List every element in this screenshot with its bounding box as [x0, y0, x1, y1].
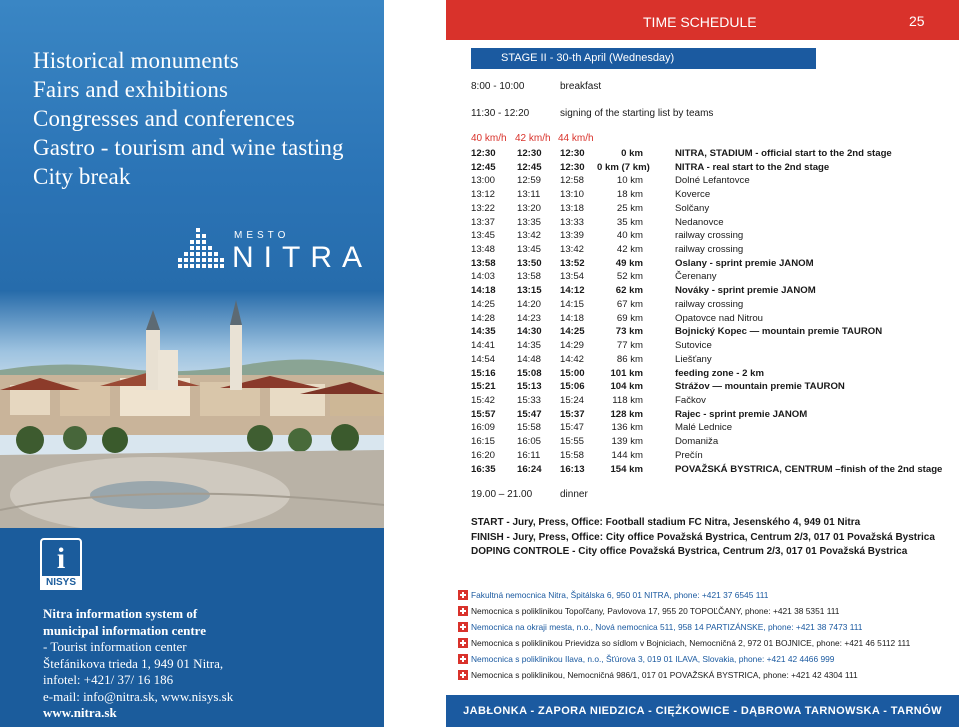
distance-cell: 42 km	[616, 244, 643, 256]
distance-cell: 35 km	[616, 216, 643, 228]
time-42-cell: 15:33	[517, 394, 542, 406]
time-44-cell: 13:33	[560, 216, 585, 228]
time-40-cell: 13:00	[471, 175, 496, 187]
time-40-cell: 16:09	[471, 422, 496, 434]
time-44-cell: 15:47	[560, 422, 585, 434]
time-42-cell: 13:42	[517, 230, 542, 242]
hero-line: City break	[33, 164, 131, 189]
time-44-cell: 15:37	[560, 408, 585, 420]
hospital-text: Nemocnica s poliklinikou, Nemocničná 986/1, 017 01 POVAŽSKÁ BYSTRICA, phone: +421 42 4304 111	[471, 670, 858, 680]
schedule-row	[0, 258, 959, 272]
schedule-row	[0, 354, 959, 368]
info-line: e-mail: info@nitra.sk, www.nisys.sk	[43, 688, 234, 704]
schedule-row	[0, 313, 959, 327]
time-44-cell: 15:24	[560, 394, 585, 406]
time-40-cell: 14:54	[471, 353, 496, 365]
hospital-text: Nemocnica s poliklinikou Ilava, n.o., Šťúrova 3, 019 01 ILAVA, Slovakia, phone: +421 42 4466 999	[471, 654, 835, 664]
distance-cell: 18 km	[616, 189, 643, 201]
time-40-cell: 14:18	[471, 285, 496, 297]
schedule-row	[0, 422, 959, 436]
distance-cell: 62 km	[615, 285, 643, 297]
distance-cell: 139 km	[611, 436, 643, 448]
pre-time: 8:00 - 10:00	[471, 81, 525, 92]
distance-cell: 144 km	[611, 449, 643, 461]
time-44-cell: 15:00	[560, 367, 585, 379]
time-44-cell: 14:18	[560, 312, 585, 324]
schedule-row	[0, 450, 959, 464]
medical-cross-icon	[458, 670, 468, 680]
time-42-cell: 15:13	[517, 381, 542, 393]
schedule-row	[0, 162, 959, 176]
distance-cell: 136 km	[611, 422, 643, 434]
place-cell: feeding zone - 2 km	[675, 367, 765, 379]
place-cell: Prečín	[675, 449, 703, 461]
place-cell: Opatovce nad Nitrou	[675, 312, 763, 324]
info-line: infotel: +421/ 37/ 16 186	[43, 672, 174, 687]
page-number: 25	[909, 13, 925, 29]
place-cell: Nedanovce	[675, 216, 724, 228]
place-cell: Koverce	[675, 189, 711, 201]
dinner-event: dinner	[560, 489, 588, 500]
time-42-cell: 14:20	[517, 298, 542, 310]
time-42-cell: 12:45	[517, 161, 542, 173]
pre-time: 11:30 - 12:20	[471, 108, 530, 119]
distance-cell: 86 km	[616, 353, 643, 365]
time-42-cell: 12:30	[517, 148, 542, 159]
footer-bar: JABŁONKA - ZAPORA NIEDZICA - CIĘŻKOWICE - DĄBROWA TARNOWSKA - TARNÓW	[446, 695, 959, 727]
medical-cross-icon	[458, 590, 468, 600]
distance-cell: 67 km	[616, 298, 643, 310]
medical-cross-icon	[458, 638, 468, 648]
time-40-cell: 15:57	[471, 408, 496, 420]
page-title: TIME SCHEDULE	[643, 14, 757, 30]
hospital-text: Fakultná nemocnica Nitra, Špitálska 6, 950 01 NITRA, phone: +421 37 6545 111	[471, 590, 769, 600]
time-44-cell: 14:15	[560, 298, 585, 310]
distance-cell: 40 km	[616, 230, 643, 242]
place-cell: Solčany	[675, 202, 710, 214]
time-44-cell: 15:58	[560, 449, 585, 461]
info-line: www.nitra.sk	[43, 705, 117, 720]
place-cell: Sutovice	[675, 340, 712, 352]
note-line: START - Jury, Press, Office: Football stadium FC Nitra, Jesenského 4, 949 01 Nitra	[471, 517, 861, 528]
time-44-cell: 13:54	[560, 271, 585, 283]
medical-cross-icon	[458, 606, 468, 616]
hospital-text: Nemocnica s poliklinikou Topoľčany, Pavlovova 17, 955 20 TOPOĽČANY, phone: +421 38 5351 111	[471, 606, 840, 616]
note-line: DOPING CONTROLE - City office Považská Bystrica, Centrum 2/3, 017 01 Považská Bystrica	[471, 546, 908, 557]
dinner-time: 19.00 – 21.00	[471, 489, 533, 500]
place-cell: NITRA - real start to the 2nd stage	[675, 161, 830, 173]
time-40-cell: 13:12	[471, 189, 496, 201]
distance-cell: 49 km	[615, 257, 643, 269]
info-line: municipal information centre	[43, 622, 206, 638]
schedule-row	[0, 175, 959, 189]
logo-mesto-text: MESTO	[234, 230, 290, 241]
time-44-cell: 12:30	[560, 161, 585, 173]
logo-nitra-text: NITRA	[232, 241, 372, 274]
schedule-row	[0, 464, 959, 478]
time-40-cell: 13:58	[471, 257, 496, 269]
distance-cell: 25 km	[616, 202, 643, 214]
medical-cross-icon	[458, 654, 468, 664]
time-42-cell: 16:24	[517, 463, 542, 475]
schedule-row	[0, 368, 959, 382]
time-44-cell: 13:18	[560, 202, 585, 214]
pre-event: breakfast	[560, 81, 602, 92]
time-40-cell: 15:21	[471, 381, 496, 393]
time-42-cell: 13:15	[517, 285, 542, 297]
time-42-cell: 16:05	[517, 436, 542, 448]
hero-line: Fairs and exhibitions	[33, 77, 229, 102]
notes-block	[471, 516, 935, 560]
time-40-cell: 16:35	[471, 463, 496, 475]
schedule-row	[0, 409, 959, 423]
place-cell: Strážov — mountain premie TAURON	[675, 381, 845, 393]
info-line: Štefánikova trieda 1, 949 01 Nitra,	[43, 655, 224, 671]
schedule-row	[0, 203, 959, 217]
schedule-row	[0, 148, 959, 162]
time-44-cell: 14:25	[560, 326, 585, 338]
time-44-cell: 15:55	[560, 436, 585, 448]
time-44-cell: 13:52	[560, 257, 585, 269]
time-44-cell: 14:42	[560, 353, 585, 365]
time-40-cell: 13:45	[471, 230, 496, 242]
schedule-row	[0, 271, 959, 285]
place-cell: NITRA, STADIUM - official start to the 2nd stage	[675, 148, 892, 159]
distance-cell: 154 km	[610, 463, 643, 475]
distance-cell: 52 km	[616, 271, 643, 283]
time-44-cell: 12:58	[560, 175, 585, 187]
time-40-cell: 13:37	[471, 216, 496, 228]
distance-cell: 69 km	[616, 312, 643, 324]
schedule-row	[0, 395, 959, 409]
time-42-cell: 13:35	[517, 216, 542, 228]
distance-cell: 118 km	[612, 394, 643, 406]
place-cell: Čerenany	[675, 271, 717, 283]
time-40-cell: 12:45	[471, 161, 496, 173]
time-40-cell: 12:30	[471, 148, 496, 159]
hospital-text: Nemocnica s poliklinikou Prievidza so sídlom v Bojniciach, Nemocničná 2, 972 01 BOJNICE, phone: +421 46 5112 111	[471, 638, 911, 648]
place-cell: railway crossing	[675, 298, 744, 310]
place-cell: Oslany - sprint premie JANOM	[675, 257, 814, 269]
time-40-cell: 14:28	[471, 312, 496, 324]
time-42-cell: 16:11	[517, 449, 541, 461]
time-40-cell: 16:20	[471, 449, 496, 461]
place-cell: Rajec - sprint premie JANOM	[675, 408, 808, 420]
info-panel	[0, 528, 384, 727]
speed-header: 40 km/h	[471, 133, 507, 144]
distance-cell: 104 km	[610, 381, 643, 393]
hero-line: Congresses and conferences	[33, 106, 295, 131]
distance-cell: 128 km	[610, 408, 643, 420]
time-42-cell: 13:45	[517, 244, 542, 256]
distance-cell: 0 km	[621, 148, 643, 159]
time-40-cell: 15:42	[471, 394, 496, 406]
schedule-row	[0, 285, 959, 299]
time-42-cell: 13:11	[517, 189, 541, 201]
info-icon: i	[40, 538, 82, 588]
time-44-cell: 15:06	[560, 381, 585, 393]
hero-line: Historical monuments	[33, 48, 239, 73]
place-cell: Dolné Lefantovce	[675, 175, 750, 187]
schedule-row	[0, 189, 959, 203]
time-40-cell: 14:35	[471, 326, 496, 338]
schedule-row	[0, 381, 959, 395]
time-42-cell: 13:58	[517, 271, 542, 283]
info-text	[43, 606, 233, 722]
time-42-cell: 14:30	[517, 326, 542, 338]
schedule-row	[0, 326, 959, 340]
time-40-cell: 16:15	[471, 436, 496, 448]
medical-cross-icon	[458, 622, 468, 632]
nisys-label: NISYS	[40, 576, 82, 590]
time-42-cell: 14:35	[517, 340, 542, 352]
distance-cell: 101 km	[610, 367, 643, 379]
info-line: Nitra information system of	[43, 606, 198, 621]
stage-bar: STAGE II - 30-th April (Wednesday)	[471, 48, 816, 69]
time-44-cell: 12:30	[560, 148, 585, 159]
time-40-cell: 14:03	[471, 271, 496, 283]
time-44-cell: 16:13	[560, 463, 585, 475]
time-40-cell: 13:22	[471, 202, 496, 214]
time-40-cell: 14:25	[471, 298, 496, 310]
time-42-cell: 13:50	[517, 257, 542, 269]
time-44-cell: 13:39	[560, 230, 585, 242]
place-cell: Malé Lednice	[675, 422, 733, 434]
time-40-cell: 15:16	[471, 367, 496, 379]
schedule-row	[0, 230, 959, 244]
place-cell: Nováky - sprint premie JANOM	[675, 285, 816, 297]
distance-cell: 73 km	[615, 326, 643, 338]
place-cell: POVAŽSKÁ BYSTRICA, CENTRUM –finish of the 2nd stage	[675, 463, 943, 475]
time-40-cell: 14:41	[471, 340, 496, 352]
distance-cell: 0 km (7 km)	[597, 161, 650, 173]
place-cell: Fačkov	[675, 394, 706, 406]
time-42-cell: 13:20	[517, 202, 542, 214]
distance-cell: 77 km	[616, 340, 643, 352]
place-cell: Liešťany	[675, 353, 712, 365]
info-line: - Tourist information center	[43, 639, 187, 654]
place-cell: railway crossing	[675, 230, 744, 242]
speed-header: 42 km/h	[515, 133, 551, 144]
schedule-row	[0, 244, 959, 258]
hospital-text: Nemocnica na okraji mesta, n.o., Nová nemocnica 511, 958 14 PARTIZÁNSKE, phone: +421 38 7473 111	[471, 622, 863, 632]
time-42-cell: 12:59	[517, 175, 542, 187]
time-44-cell: 13:10	[560, 189, 585, 201]
schedule-row	[0, 340, 959, 354]
schedule-row	[0, 217, 959, 231]
time-44-cell: 13:42	[560, 244, 585, 256]
time-42-cell: 15:58	[517, 422, 542, 434]
time-42-cell: 15:08	[517, 367, 542, 379]
hero-line: Gastro - tourism and wine tasting	[33, 135, 344, 160]
time-40-cell: 13:48	[471, 244, 496, 256]
distance-cell: 10 km	[616, 175, 643, 187]
pre-event: signing of the starting list by teams	[560, 108, 714, 119]
note-line: FINISH - Jury, Press, Office: City office Považská Bystrica, Centrum 2/3, 017 01 Považská Bystrica	[471, 531, 935, 543]
speed-header: 44 km/h	[558, 133, 594, 144]
time-42-cell: 14:48	[517, 353, 542, 365]
time-44-cell: 14:29	[560, 340, 585, 352]
schedule-row	[0, 436, 959, 450]
time-44-cell: 14:12	[560, 285, 585, 297]
place-cell: Bojnický Kopec — mountain premie TAURON	[675, 326, 883, 338]
place-cell: Domaniža	[675, 436, 719, 448]
time-42-cell: 14:23	[517, 312, 542, 324]
schedule-row	[0, 299, 959, 313]
time-42-cell: 15:47	[517, 408, 542, 420]
place-cell: railway crossing	[675, 244, 744, 256]
